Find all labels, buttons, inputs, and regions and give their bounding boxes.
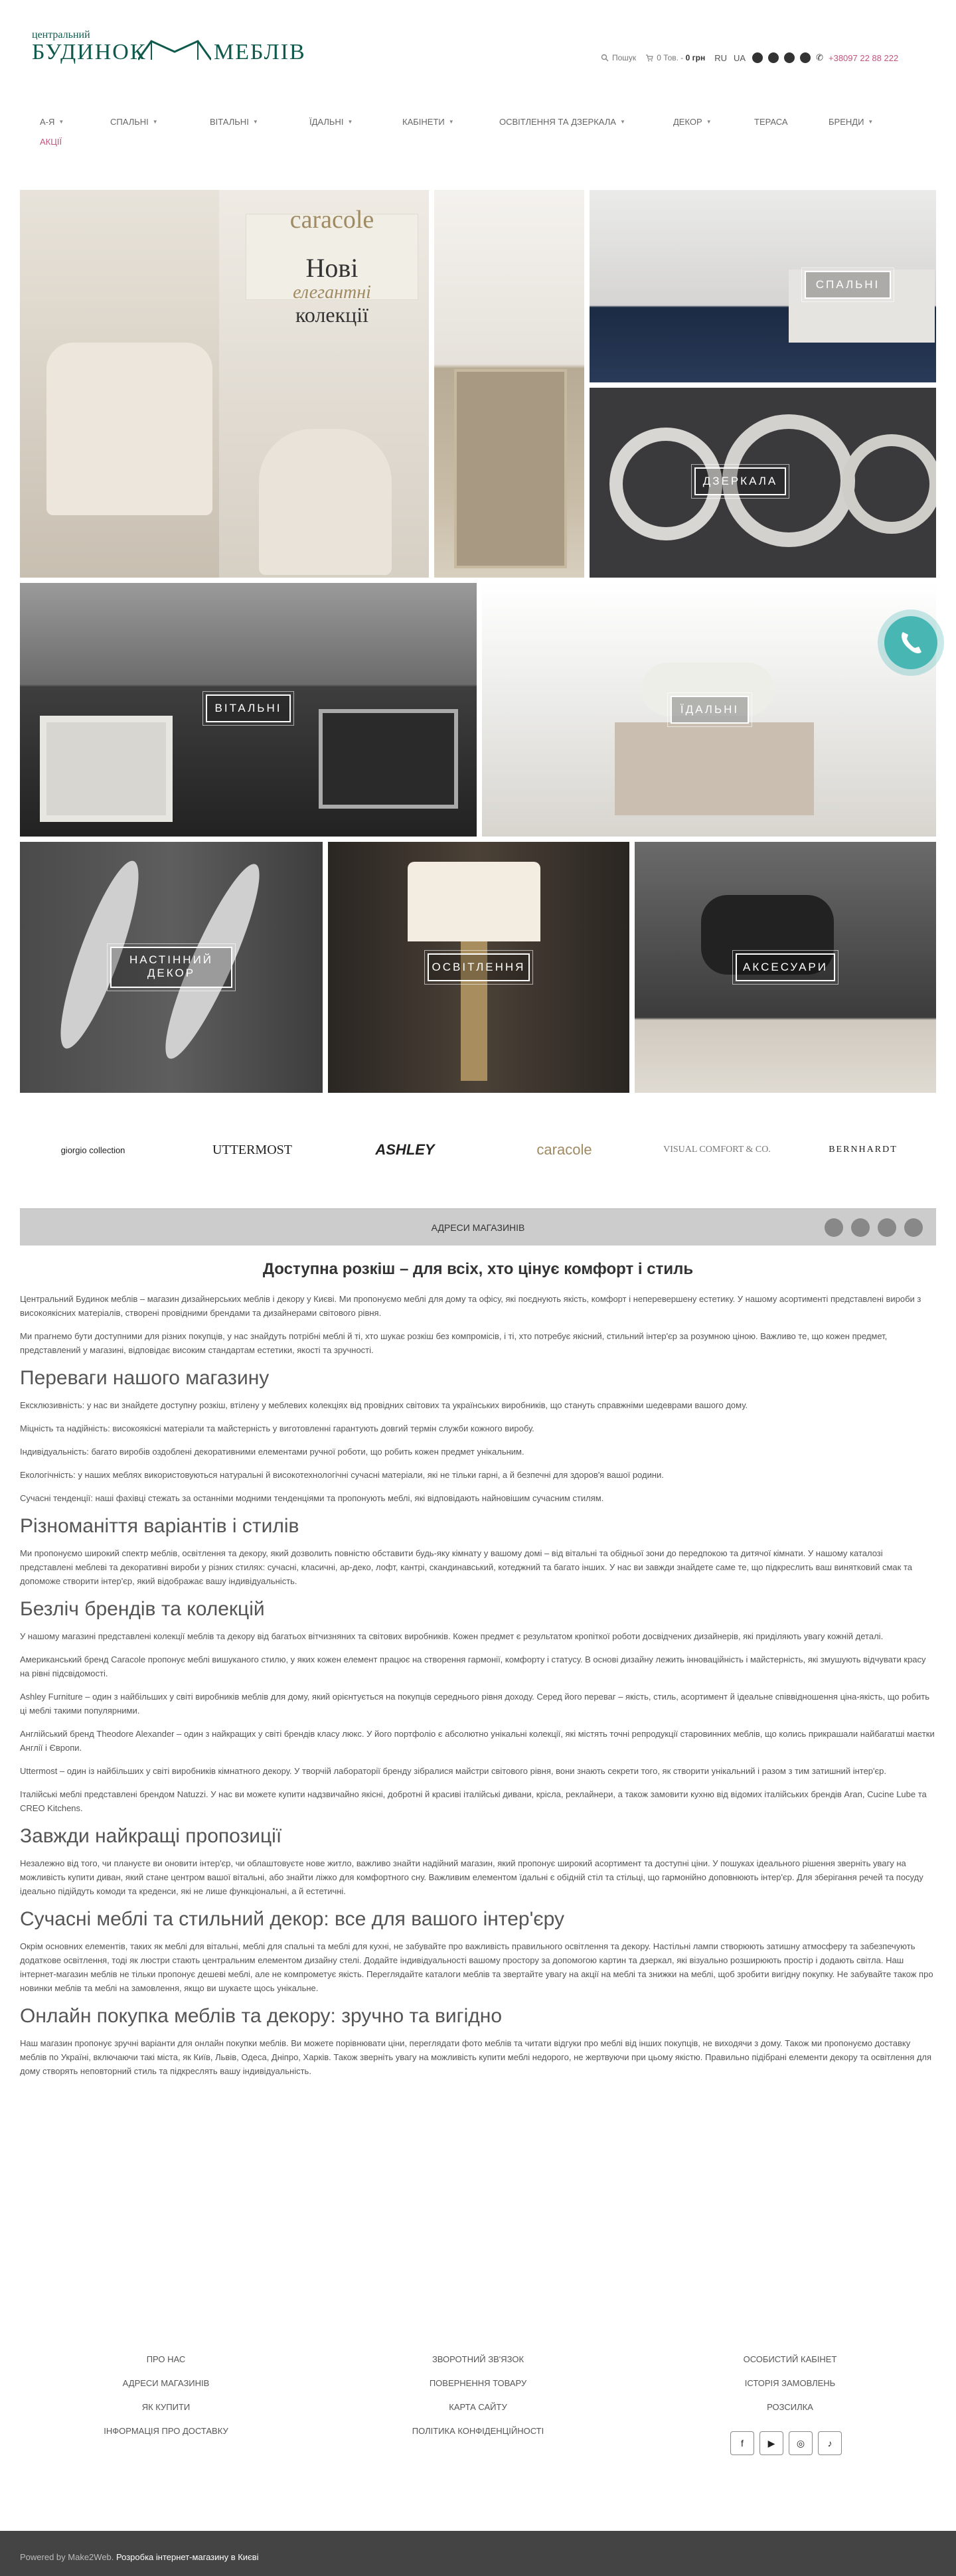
nav-label: КАБІНЕТИ — [402, 116, 445, 127]
brand-name: VISUAL COMFORT & CO. — [663, 1145, 771, 1155]
address-link[interactable]: АДРЕСИ МАГАЗИНІВ — [431, 1222, 525, 1233]
nav-label: ВІТАЛЬНІ — [210, 116, 249, 127]
cart-sum: 0 грн — [685, 53, 706, 62]
youtube-icon[interactable]: ▶ — [759, 2431, 783, 2455]
footer-link[interactable]: КАРТА САЙТУ — [449, 2402, 507, 2412]
tile-label: СПАЛЬНІ — [805, 271, 891, 299]
search-label: Пошук — [612, 53, 637, 62]
paragraph: Ashley Furniture – один з найбільших у світі виробників меблів для дому, який орієнтується на покупців середнього рівня доходу. Серед його переваг – якість, стиль, асортимент й ідеальне співвідношення ціна-якість, що робить ці меблі такими популярними. — [20, 1692, 930, 1716]
tiktok-icon[interactable]: ♪ — [818, 2431, 842, 2455]
tiktok-icon[interactable] — [878, 1218, 896, 1237]
brand-logo-caracole[interactable] — [491, 1123, 637, 1176]
footer-col-3 — [644, 2348, 936, 2419]
footer-link[interactable]: ЯК КУПИТИ — [141, 2402, 191, 2412]
brand-strip — [20, 1123, 936, 1176]
phone-icon: ✆ — [816, 52, 823, 62]
nav-item-osvitlennia[interactable] — [499, 117, 673, 127]
nav-label: ДЕКОР — [673, 116, 702, 127]
footer-link[interactable]: ОСОБИСТИЙ КАБІНЕТ — [743, 2354, 837, 2364]
tile-osvitlennia[interactable] — [328, 842, 629, 1093]
lang-ru[interactable]: RU — [714, 52, 728, 63]
nav-label: ТЕРАСА — [754, 116, 788, 127]
nav-item-spalni[interactable] — [110, 117, 210, 127]
section-heading: Сучасні меблі та стильний декор: все для вашого інтер'єру — [20, 1908, 564, 1930]
footer-col-1 — [20, 2348, 312, 2443]
site-logo[interactable] — [32, 29, 306, 69]
brand-logo-uttermost[interactable] — [186, 1123, 319, 1176]
paragraph: Центральний Будинок меблів – магазин дизайнерських меблів і декору у Києві. Ми пропонуємо меблі для дому та офісу, які поєднують якість, комфорт і неперевершену естетику. У нашому асортименті представлені вироби з високоякісних матеріалів, створені провідними брендами та дизайнерами світового рівня. — [20, 1294, 921, 1318]
callback-button[interactable] — [884, 616, 937, 669]
brand-name: BERNHARDT — [829, 1145, 898, 1155]
nav-item-terasa[interactable] — [754, 117, 829, 127]
paragraph: У нашому магазині представлені колекції меблів та декору від багатьох вітчизняних та світових виробників. Кожен предмет є результатом кропіткої роботи досвідчених дизайнерів, які приділяють увагу кожній деталі. — [20, 1631, 884, 1641]
nav-item-brendy[interactable] — [829, 117, 895, 127]
paragraph: Окрім основних елементів, таких як меблі для вітальні, меблі для спальні та меблі для кухні, не забувайте про важливість правильного освітлення та декору. Настільні лампи створюють затишну атмосферу та забезпечують додаткове освітлення, тоді як люстри стають центральним елементом дизайну стелі. Додайте індивідуальності вашому простору за допомогою картин та дзеркал, які візуально розширюють простір і додають світла. Наш інтернет-магазин меблів не тільки пропонує дешеві меблі, але не компрометує якість. Переглядайте каталоги меблів та звертайте увагу на акції на меблі та знижки на меблі, щоб зробити вигідну покупку. Не забувайте також про новинки меблів та меблі на замовлення, якщо ви шукаєте щось унікальне. — [20, 1941, 933, 1993]
footer-link[interactable]: ІНФОРМАЦІЯ ПРО ДОСТАВКУ — [104, 2426, 228, 2436]
tile-aksesuary[interactable] — [635, 842, 936, 1093]
section-heading: Різноманіття варіантів і стилів — [20, 1515, 299, 1537]
paragraph: Екологічність: у наших меблях використовуються натуральні й високотехнологічні сучасні матеріали, які не тільки гарні, а й безпечні для здоров'я вашої родини. — [20, 1470, 664, 1480]
paragraph: Італійські меблі представлені брендом Natuzzi. У нас ви можете купити надзвичайно якісні, добротні й красиві італійські дивани, крісла, реклайнери, а також замовити кухню від відомих італійських брендів Aran, Cucine Lube та CREO Kitchens. — [20, 1789, 927, 1813]
paragraph: Англійський бренд Theodore Alexander – один з найкращих у світі брендів класу люкс. У його портфоліо є абсолютно унікальні колекції, які містять точні репродукції старовинних меблів, що колись прикрашали найбагатші маєтки Англії і Європи. — [20, 1729, 935, 1753]
footer-link[interactable]: ІСТОРІЯ ЗАМОВЛЕНЬ — [744, 2378, 836, 2388]
footer-link[interactable]: ЗВОРОТНИЙ ЗВ'ЯЗОК — [432, 2354, 524, 2364]
tile-spalni[interactable] — [590, 190, 936, 382]
instagram-icon[interactable]: ◎ — [789, 2431, 813, 2455]
brand-name: UTTERMOST — [212, 1142, 292, 1157]
chevron-down-icon: ▼ — [152, 118, 158, 125]
chevron-down-icon: ▼ — [868, 118, 874, 125]
paragraph: Індивідуальність: багато виробів оздоблені декоративними елементами ручної роботи, що робить кожен предмет унікальним. — [20, 1447, 524, 1457]
facebook-icon[interactable]: f — [730, 2431, 754, 2455]
bottom-bar — [0, 2531, 956, 2576]
tile-label: ЇДАЛЬНІ — [671, 696, 749, 724]
site-header — [0, 0, 956, 100]
whatsapp-icon[interactable] — [752, 52, 763, 63]
nav-label: ЇДАЛЬНІ — [309, 116, 344, 127]
tile-vitalni[interactable] — [20, 583, 477, 837]
footer-link[interactable]: РОЗСИЛКА — [767, 2402, 813, 2412]
viber-icon[interactable] — [768, 52, 779, 63]
chevron-down-icon: ▼ — [252, 118, 258, 125]
logo-line3: МЕБЛІВ — [214, 40, 306, 64]
lang-ua[interactable]: UA — [734, 52, 746, 63]
paragraph: Сучасні тенденції: наші фахівці стежать за останніми модними тенденціями та пропонують меблі, які відповідають найновішим сучасним стилям. — [20, 1493, 604, 1503]
main-nav — [40, 114, 929, 147]
cart-link[interactable] — [645, 53, 705, 62]
telegram-icon[interactable] — [784, 52, 795, 63]
chevron-down-icon: ▼ — [706, 118, 712, 125]
brand-logo-bernhardt[interactable] — [797, 1123, 929, 1176]
nav-item-akcii[interactable]: АКЦІЇ — [40, 137, 62, 147]
address-bar — [20, 1208, 936, 1246]
promo-brand: caracole — [289, 206, 374, 234]
section-heading: Завжди найкращі пропозиції — [20, 1825, 282, 1847]
nav-item-az[interactable] — [40, 117, 110, 127]
promo-text — [246, 254, 418, 327]
phone-icon — [884, 616, 937, 669]
paragraph: Ми прагнемо бути доступними для різних покупців, у нас знайдуть потрібні меблі й ті, хто шукає розкіш без компромісів, і ті, хто потребує якісний, стильний інтер'єр за розумною ціною. Важливо те, що кожен предмет, представлений у магазині, відповідає високим стандартам естетики, якості та зручності. — [20, 1331, 888, 1355]
tile-idalni[interactable] — [482, 583, 936, 837]
section-heading: Онлайн покупка меблів та декору: зручно та вигідно — [20, 2005, 503, 2027]
brand-logo-ashley[interactable] — [339, 1123, 471, 1176]
chevron-down-icon: ▼ — [448, 118, 454, 125]
nav-label: А-Я — [40, 116, 55, 127]
tile-label: НАСТІННИЙ ДЕКОР — [110, 947, 232, 988]
footer-link[interactable]: ПРО НАС — [146, 2354, 186, 2364]
youtube-icon[interactable] — [904, 1218, 923, 1237]
cart-count: 0 Тов. - — [657, 53, 684, 62]
paragraph: Uttermost – один із найбільших у світі виробників кімнатного декору. У творчій лабораторії бренду зібралися майстри світового рівня, вони знають секрети того, як створити унікальний і разом з тим затишний інтер'єр. — [20, 1766, 886, 1776]
chevron-down-icon: ▼ — [347, 118, 353, 125]
brand-logo-visual-comfort[interactable] — [644, 1123, 790, 1176]
powered-by — [20, 2552, 258, 2562]
tile-console[interactable] — [434, 190, 584, 578]
logo-line2: БУДИНОК — [32, 40, 147, 64]
phone-number[interactable]: +38097 22 88 222 — [829, 52, 899, 63]
nav-label: БРЕНДИ — [829, 116, 864, 127]
footer-link[interactable]: ПОЛІТИКА КОНФІДЕНЦІЙНОСТІ — [412, 2426, 544, 2436]
powered-prefix: Powered by Make2Web. — [20, 2552, 114, 2562]
nav-item-idalni[interactable] — [309, 117, 402, 127]
brand-logo-giorgio[interactable] — [27, 1123, 159, 1176]
brand-name: giorgio collection — [60, 1145, 125, 1155]
nav-item-vitalni[interactable] — [210, 117, 309, 127]
paragraph: Незалежно від того, чи плануєте ви оновити інтер'єр, чи облаштовуєте нове житло, важливо знайти надійний магазин, який пропонує широкий асортимент та доступні ціни. У пошуках ідеального рішення зверніть увагу на можливість купити диван, який стане центром вашої вітальні, або знайти ліжко для комфортного сну. Важливим елементом їдальні є обідній стіл та стільці, що гармонійно доповнюють інтер'єр. Для зберігання речей та посуду ідеально підійдуть комоди та креденси, які не лише функціональні, а й естетичні. — [20, 1858, 923, 1896]
logo-line1: центральний — [32, 29, 90, 40]
tile-label: ВІТАЛЬНІ — [206, 694, 291, 722]
tile-label: ДЗЕРКАЛА — [694, 467, 786, 495]
footer-link[interactable]: ПОВЕРНЕННЯ ТОВАРУ — [429, 2378, 527, 2388]
promo-line1: Нові — [305, 253, 358, 283]
nav-item-kabinety[interactable] — [402, 117, 499, 127]
nav-label: СПАЛЬНІ — [110, 116, 149, 127]
nav-label: ОСВІТЛЕННЯ ТА ДЗЕРКАЛА — [499, 116, 616, 127]
footer-link[interactable]: АДРЕСИ МАГАЗИНІВ — [122, 2378, 210, 2388]
paragraph: Американський бренд Caracole пропонує меблі вишуканого стилю, у яких кожен елемент працює на створення гармонії, комфорту і статусу. В основі дизайну лежить інноваційність і майстерність, які змушують відчувати красу на рівні підсвідомості. — [20, 1654, 926, 1678]
brand-name: ASHLEY — [375, 1141, 435, 1158]
facebook-icon[interactable] — [825, 1218, 843, 1237]
promo-line2: елегантні — [293, 282, 371, 303]
messenger-icon[interactable] — [800, 52, 811, 63]
logo-mark-icon — [138, 36, 211, 62]
paragraph: Ексклюзивність: у нас ви знайдете доступну розкіш, втілену у меблевих колекціях від провідних світових та українських виробників, що стануть справжніми шедеврами вашого дому. — [20, 1400, 748, 1410]
search-icon — [601, 54, 609, 62]
section-heading: Безліч брендів та колекцій — [20, 1598, 265, 1620]
developer-link[interactable]: Розробка інтернет-магазину в Києві — [116, 2552, 259, 2562]
cart-icon — [645, 54, 653, 62]
chevron-down-icon: ▼ — [58, 118, 64, 125]
paragraph: Міцність та надійність: високоякісні матеріали та майстерність у виготовленні гарантують довгий термін служби кожного виробу. — [20, 1423, 534, 1433]
section-heading: Переваги нашого магазину — [20, 1367, 270, 1389]
tile-nastinnyi-dekor[interactable] — [20, 842, 323, 1093]
paragraph: Наш магазин пропонує зручні варіанти для онлайн покупки меблів. Ви можете порівнювати ціни, переглядати фото меблів та читати відгуки про меблі від інших покупців, не виходячи з дому. Також ми пропонуємо доставку меблів по Україні, включаючи такі міста, як Київ, Львів, Одеса, Дніпро, Харків. Також зверніть увагу на можливість купити меблі недорого, не жертвуючи при цьому якістю. Правильно підібрані елементи декору та освітлення для дому створять неповторний стиль та підкреслять вашу індивідуальність. — [20, 2038, 932, 2076]
page-title: Доступна розкіш – для всіх, хто цінує комфорт і стиль — [262, 1260, 694, 1278]
footer-col-2 — [332, 2348, 624, 2443]
search-link[interactable] — [601, 53, 636, 62]
tile-label: АКСЕСУАРИ — [736, 953, 835, 981]
nav-item-dekor[interactable] — [673, 117, 754, 127]
tile-label: ОСВІТЛЕННЯ — [428, 953, 530, 981]
brand-name: caracole — [536, 1141, 592, 1158]
seo-content — [20, 1260, 936, 2087]
utility-bar — [601, 52, 898, 64]
chevron-down-icon: ▼ — [619, 118, 625, 125]
paragraph: Ми пропонуємо широкий спектр меблів, освітлення та декору, який дозволить повністю обставити будь-яку кімнату у вашому домі – від вітальні та обідньої зони до передпокою та дитячої кімнати. У нашому каталозі представлені меблеві та декоративні вироби у різних стилях: сучасні, класичні, ар-деко, лофт, кантрі, скандинавський, котеджний та багато інших. У нас ви завжди знайдете саме те, що підкреслить ваш винятковий смак та допоможе створити інтер'єр, який відображає вашу індивідуальність. — [20, 1548, 912, 1586]
tile-dzerkala[interactable] — [590, 388, 936, 578]
promo-line3: колекції — [295, 303, 369, 327]
instagram-icon[interactable] — [851, 1218, 870, 1237]
